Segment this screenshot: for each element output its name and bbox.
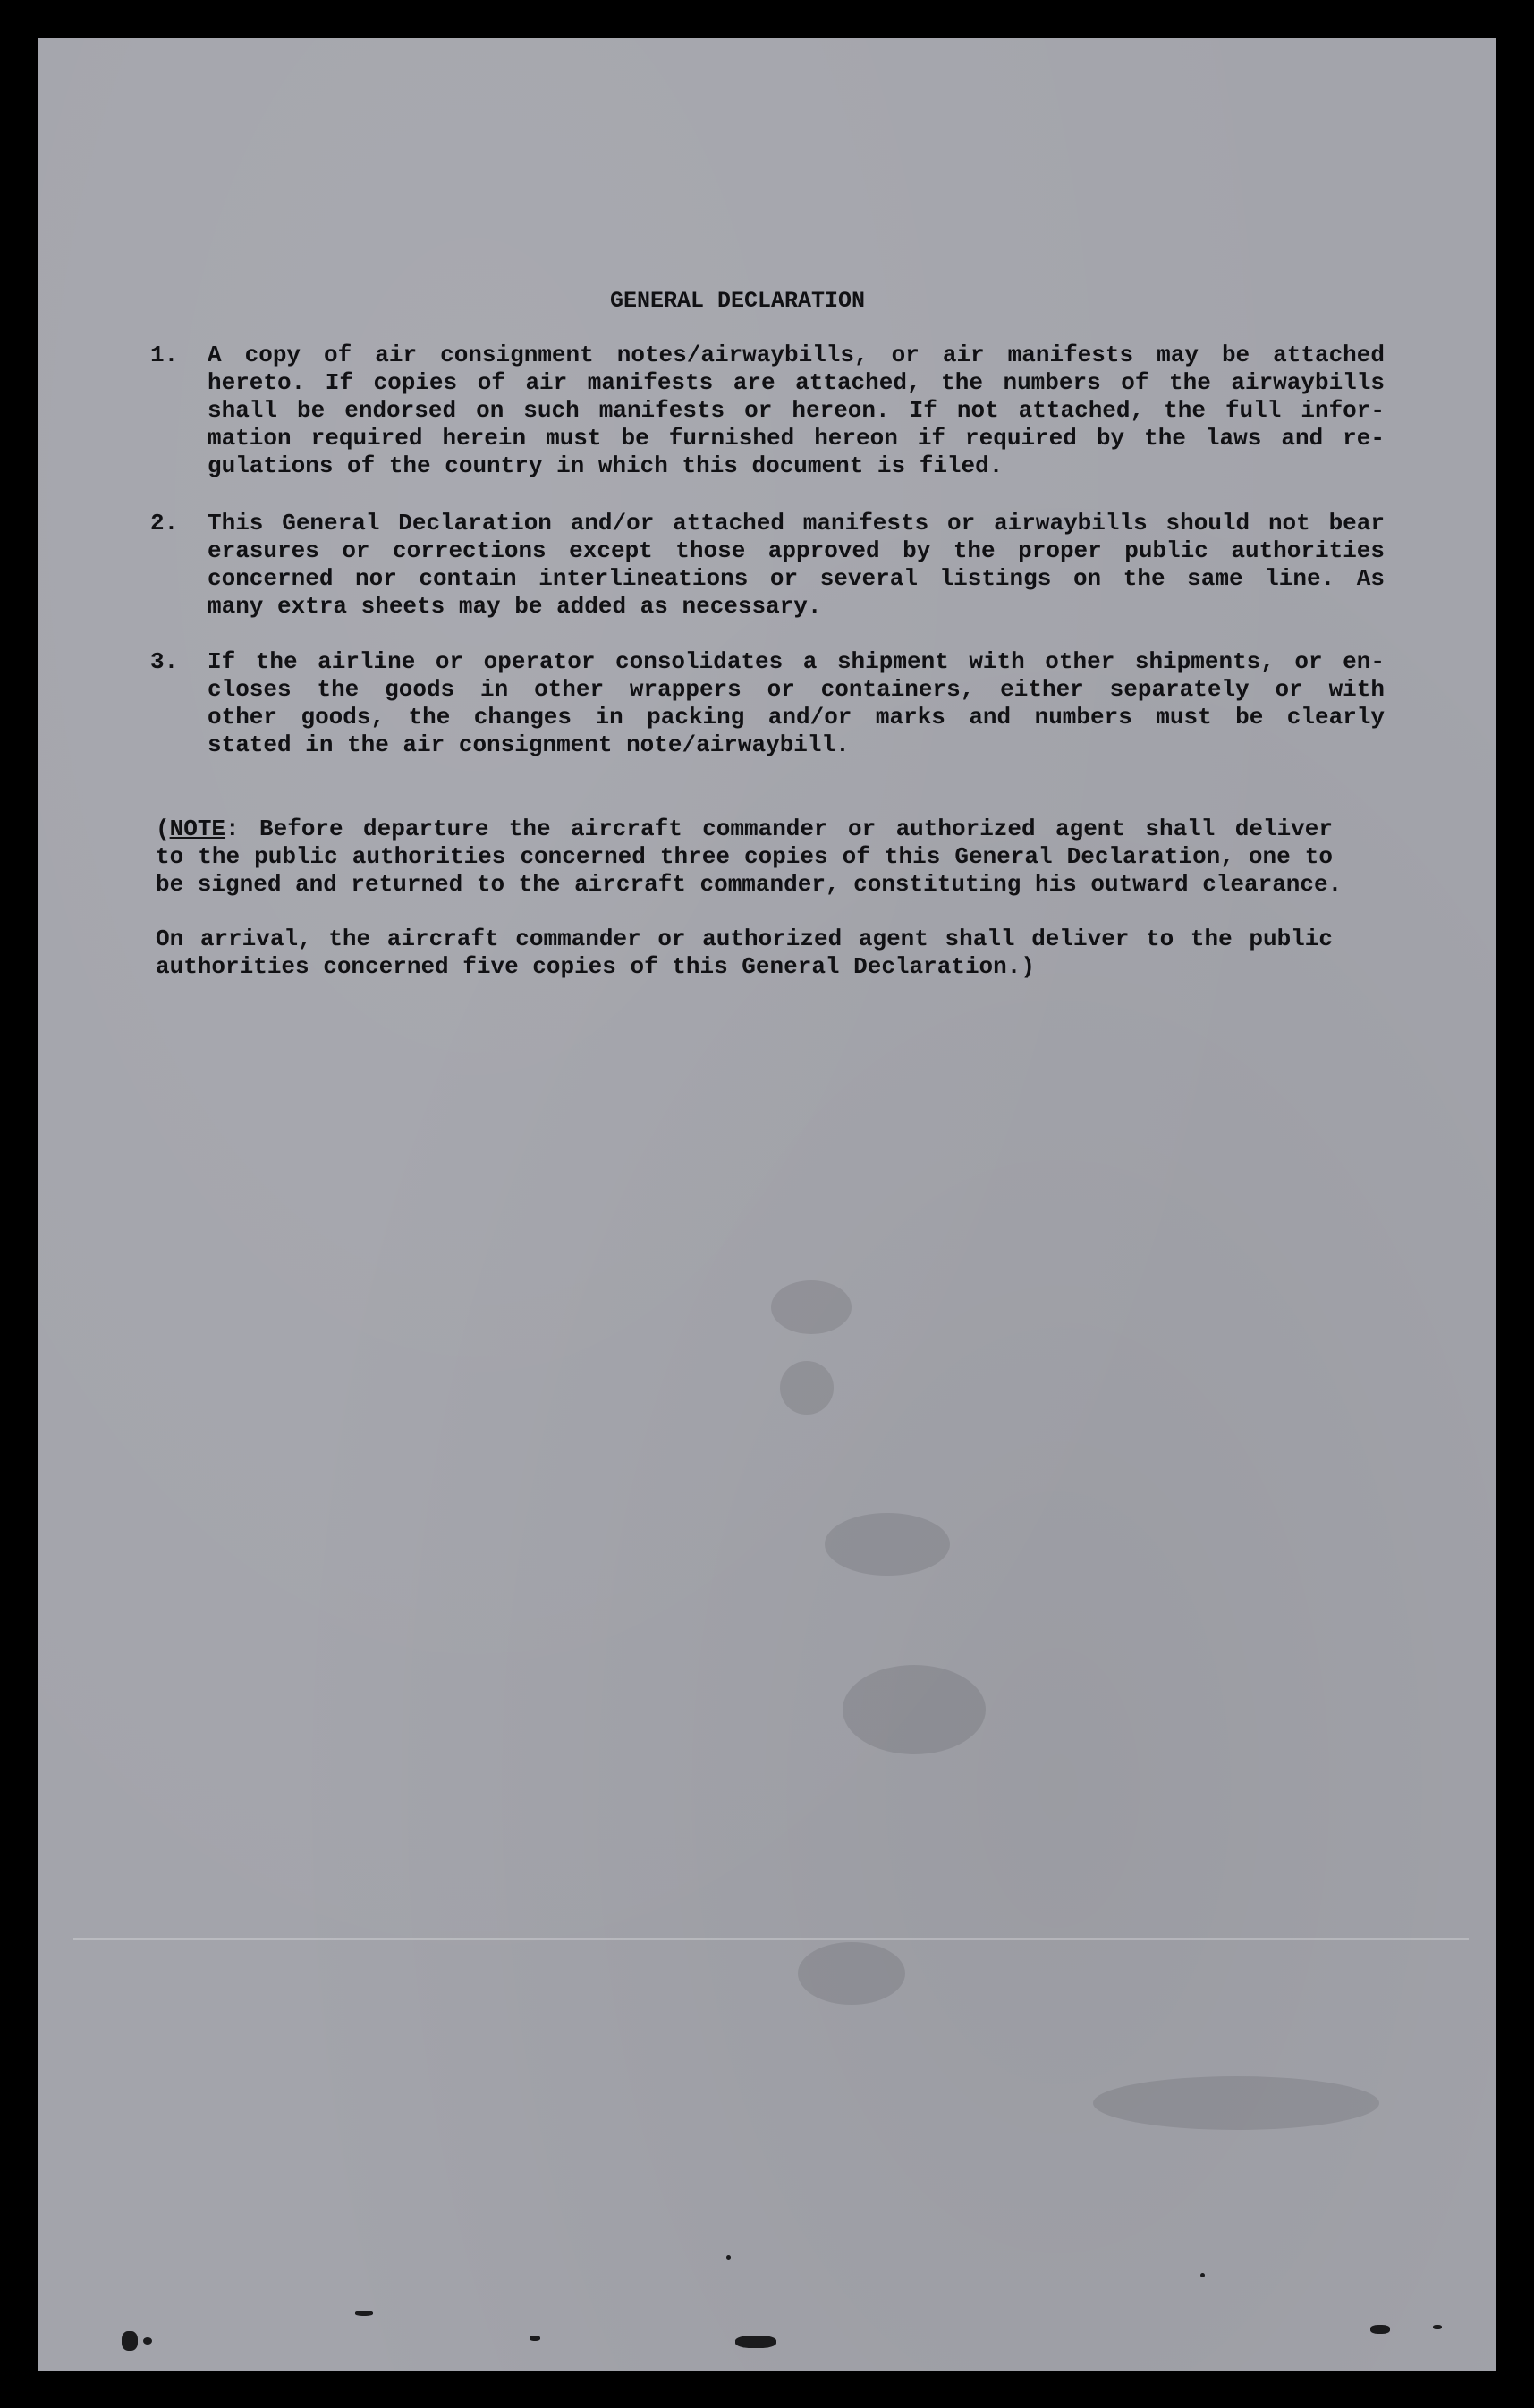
show-through-mark: [771, 1280, 852, 1334]
item-line: gulations of the country in which this document is filed.: [208, 452, 1004, 479]
item-text: [208, 342, 1385, 480]
item-line: stated in the air consignment note/airwaybill.: [208, 731, 850, 758]
item-line: mation required herein must be furnished hereon if required by the laws and re-: [208, 425, 1385, 452]
scan-speck: [1200, 2273, 1205, 2277]
show-through-mark: [825, 1513, 950, 1576]
scan-speck: [143, 2337, 152, 2345]
arrival-paragraph: [156, 925, 1333, 981]
note-open-paren: (: [156, 815, 170, 842]
item-line: many extra sheets may be added as necessary.: [208, 593, 822, 620]
scan-speck: [1370, 2325, 1390, 2334]
item-line: This General Declaration and/or attached manifests or airwaybills should not bear: [208, 510, 1385, 537]
item-text: [208, 510, 1385, 621]
item-line: A copy of air consignment notes/airwaybills, or air manifests may be attached: [208, 342, 1385, 368]
show-through-mark: [780, 1361, 834, 1415]
scan-speck: [1433, 2325, 1442, 2329]
item-number: 2.: [150, 510, 179, 537]
item-number: 1.: [150, 342, 179, 368]
arrival-line: authorities concerned five copies of this General Declaration.): [156, 953, 1035, 980]
note-line: be signed and returned to the aircraft commander, constituting his outward clearance.: [156, 871, 1343, 898]
scan-speck: [122, 2331, 138, 2351]
note-label: NOTE: [169, 815, 226, 842]
item-line: If the airline or operator consolidates a shipment with other shipments, or en-: [208, 648, 1385, 675]
item-line: concerned nor contain interlineations or several listings on the same line. As: [208, 565, 1385, 592]
note-paragraph: [156, 815, 1343, 899]
document-page: [38, 38, 1496, 2371]
item-line: erasures or corrections except those approved by the proper public authorities: [208, 537, 1385, 564]
note-first-line-text: : Before departure the aircraft commander or authorized agent shall deliver: [225, 815, 1333, 842]
show-through-mark: [843, 1665, 986, 1754]
item-line: other goods, the changes in packing and/or marks and numbers must be clearly: [208, 704, 1385, 731]
scan-speck: [726, 2255, 731, 2260]
note-line: to the public authorities concerned three copies of this General Declaration, one to: [156, 843, 1333, 870]
scan-speck: [355, 2311, 373, 2316]
note-first-line: [156, 815, 1333, 843]
document-title: GENERAL DECLARATION: [610, 288, 866, 314]
scan-speck: [530, 2336, 540, 2341]
item-line: closes the goods in other wrappers or containers, either separately or with: [208, 676, 1385, 703]
item-line: hereto. If copies of air manifests are attached, the numbers of the airwaybills: [208, 369, 1385, 396]
arrival-line: On arrival, the aircraft commander or authorized agent shall deliver to the public: [156, 925, 1333, 952]
show-through-mark: [1093, 2076, 1379, 2130]
item-line: shall be endorsed on such manifests or hereon. If not attached, the full infor-: [208, 397, 1385, 424]
item-number: 3.: [150, 648, 179, 675]
item-text: [208, 648, 1385, 759]
show-through-mark: [798, 1942, 905, 2005]
scan-line: [73, 1938, 1469, 1940]
scan-speck: [735, 2336, 776, 2348]
